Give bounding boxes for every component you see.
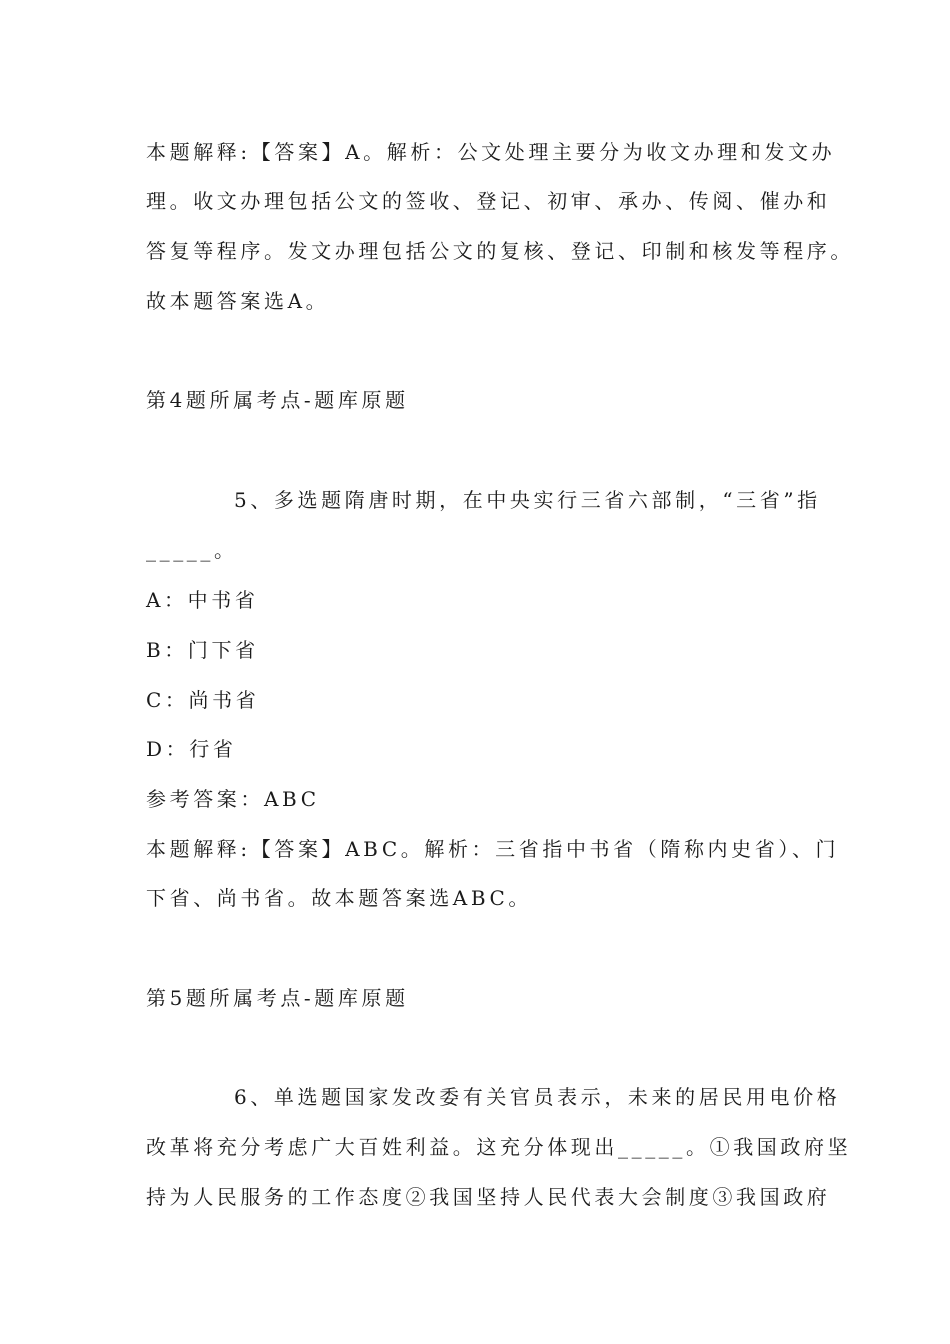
q5-option-d: D：行省	[146, 737, 237, 761]
q5-stem-line-1: 5、多选题隋唐时期，在中央实行三省六部制，“三省”指	[234, 488, 821, 512]
q5-explanation-line-1: 本题解释:【答案】ABC。解析：三省指中书省（隋称内史省）、门	[146, 837, 840, 861]
q4-explanation-line-1: 本题解释:【答案】A。解析：公文处理主要分为收文办理和发文办	[146, 140, 836, 164]
q5-source: 第5题所属考点-题库原题	[146, 986, 409, 1010]
q4-explanation-line-4: 故本题答案选A。	[146, 289, 330, 313]
q5-option-b: B：门下省	[146, 638, 259, 662]
q5-explanation-line-2: 下省、尚书省。故本题答案选ABC。	[146, 886, 533, 910]
q6-stem-line-3: 持为人民服务的工作态度②我国坚持人民代表大会制度③我国政府	[146, 1185, 831, 1209]
q4-explanation-line-2: 理。收文办理包括公文的签收、登记、初审、承办、传阅、催办和	[146, 189, 831, 213]
q4-explanation-line-3: 答复等程序。发文办理包括公文的复核、登记、印制和核发等程序。	[146, 239, 854, 263]
q4-source: 第4题所属考点-题库原题	[146, 388, 409, 412]
q5-option-c: C：尚书省	[146, 688, 260, 712]
q5-reference-answer: 参考答案：ABC	[146, 787, 320, 811]
q5-option-a: A：中书省	[146, 588, 259, 612]
q5-stem-line-2: _____。	[146, 538, 238, 562]
q6-stem-line-2: 改革将充分考虑广大百姓利益。这充分体现出_____。①我国政府坚	[146, 1135, 852, 1159]
q6-stem-line-1: 6、单选题国家发改委有关官员表示，未来的居民用电价格	[234, 1085, 841, 1109]
